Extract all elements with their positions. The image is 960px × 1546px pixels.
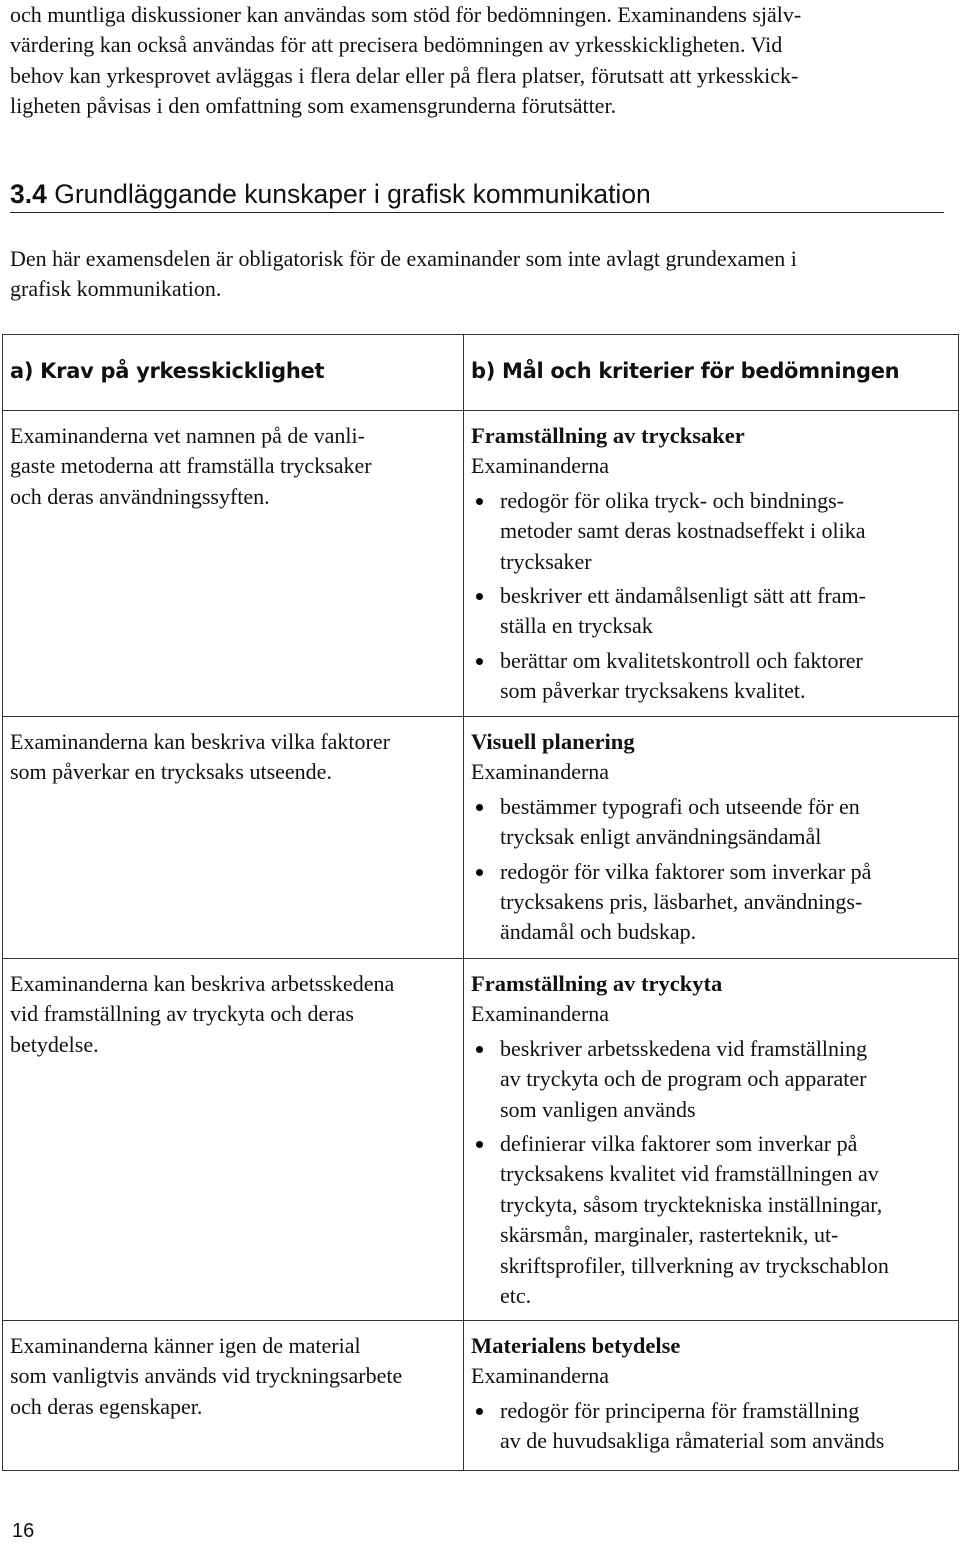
requirement-cell [3,717,464,959]
requirement-line: Examinanderna kan beskriva arbetsskedena [10,971,395,996]
criteria-subject: Examinanderna [471,1001,610,1027]
section-description [10,244,950,305]
requirement-line: som påverkar en trycksaks utseende. [10,759,332,785]
header-requirements: a) Krav på yrkesskicklighet [3,335,464,411]
criteria-cell [464,411,959,717]
criteria-subject: Examinanderna [471,1363,610,1389]
criteria-table [2,334,959,1471]
requirement-cell [3,1321,464,1471]
bullet-line: av de huvudsakliga råmaterial som används [500,1428,885,1454]
list-item [471,1034,954,1125]
requirement-line: Examinanderna kan beskriva vilka faktorer [10,729,390,754]
criteria-list [471,1034,954,1312]
requirement-line: som vanligtvis används vid tryckningsarbete [10,1363,403,1389]
bullet-icon [476,804,483,811]
bullet-line: bestämmer typografi och utseende för en [500,793,860,819]
bullet-line: ändamål och budskap. [500,919,697,945]
bullet-icon [476,1046,483,1053]
header-criteria: b) Mål och kriterier för bedömningen [464,335,959,411]
requirement-line: betydelse. [10,1031,99,1057]
bullet-icon [476,593,483,600]
bullet-icon [476,658,483,665]
criteria-subject: Examinanderna [471,453,610,479]
criteria-cell [464,959,959,1321]
page-number: 16 [12,1520,35,1542]
bullet-line: ställa en trycksak [500,613,653,639]
bullet-line: som påverkar trycksakens kvalitet. [500,678,806,704]
requirement-line: Examinanderna vet namnen på de vanli- [10,423,365,448]
bullet-icon [476,1141,483,1148]
bullet-icon [476,869,483,876]
bullet-icon [476,1408,483,1415]
bullet-line: trycksakens kvalitet vid framställningen av [500,1161,879,1187]
intro-line: behov kan yrkesprovet avläggas i flera delar eller på flera platser, förutsatt att yrkesskick- [10,62,799,88]
criteria-topic: Materialens betydelse [471,1333,681,1358]
criteria-cell [464,717,959,959]
requirement-line: gaste metoderna att framställa trycksaker [10,453,372,479]
table-row [3,411,959,717]
criteria-cell [464,1321,959,1471]
bullet-icon [476,498,483,505]
bullet-line: som vanligen används [500,1096,696,1122]
section-number: 3.4 [10,179,47,209]
criteria-topic: Visuell planering [471,729,635,754]
bullet-line: tryckyta, såsom trycktekniska inställningar, [500,1191,883,1217]
intro-line: ligheten påvisas i den omfattning som examensgrunderna förutsätter. [10,93,617,119]
description-line: grafisk kommunikation. [10,276,222,302]
criteria-list [471,486,954,707]
requirement-line: Examinanderna känner igen de material [10,1333,361,1358]
list-item [471,857,954,948]
bullet-line: metoder samt deras kostnadseffekt i olika [500,518,866,544]
criteria-list [471,792,954,948]
bullet-line: redogör för principerna för framställning [500,1397,860,1423]
table-row [3,717,959,959]
requirement-line: och deras användningssyften. [10,483,270,509]
criteria-list [471,1396,954,1457]
description-line: Den här examensdelen är obligatorisk för de examinander som inte avlagt grundexamen i [10,246,797,271]
bullet-line: trycksaker [500,548,592,574]
intro-line: värdering kan också användas för att precisera bedömningen av yrkesskickligheten. Vid [10,32,783,58]
bullet-line: etc. [500,1283,532,1309]
bullet-line: berättar om kvalitetskontroll och faktorer [500,647,863,673]
table-row [3,1321,959,1471]
bullet-line: trycksakens pris, läsbarhet, användnings- [500,889,863,915]
intro-line: och muntliga diskussioner kan användas som stöd för bedömningen. Examinandens själv- [10,2,802,27]
requirement-line: vid framställning av tryckyta och deras [10,1001,354,1027]
bullet-line: av tryckyta och de program och apparater [500,1066,867,1092]
list-item [471,792,954,853]
bullet-line: skriftsprofiler, tillverkning av tryckschablon [500,1252,889,1278]
criteria-topic: Framställning av trycksaker [471,423,745,448]
list-item [471,581,954,642]
bullet-line: skärsmån, marginaler, rasterteknik, ut- [500,1222,839,1248]
bullet-line: beskriver ett ändamålsenligt sätt att fram- [500,583,866,609]
list-item [471,646,954,707]
requirement-cell [3,959,464,1321]
bullet-line: trycksak enligt användningsändamål [500,824,822,850]
table-row [3,959,959,1321]
list-item [471,1396,954,1457]
requirement-line: och deras egenskaper. [10,1393,203,1419]
bullet-line: redogör för olika tryck- och bindnings- [500,487,844,513]
criteria-subject: Examinanderna [471,759,610,785]
section-title: Grundläggande kunskaper i grafisk kommunikation [54,179,651,209]
section-heading [10,176,944,213]
requirement-cell [3,411,464,717]
criteria-topic: Framställning av tryckyta [471,971,723,996]
list-item [471,486,954,577]
intro-paragraph [10,0,950,122]
bullet-line: redogör för vilka faktorer som inverkar på [500,858,872,884]
list-item [471,1129,954,1311]
table-header-row [3,335,959,411]
bullet-line: beskriver arbetsskedena vid framställning [500,1035,868,1061]
bullet-line: definierar vilka faktorer som inverkar på [500,1131,858,1157]
